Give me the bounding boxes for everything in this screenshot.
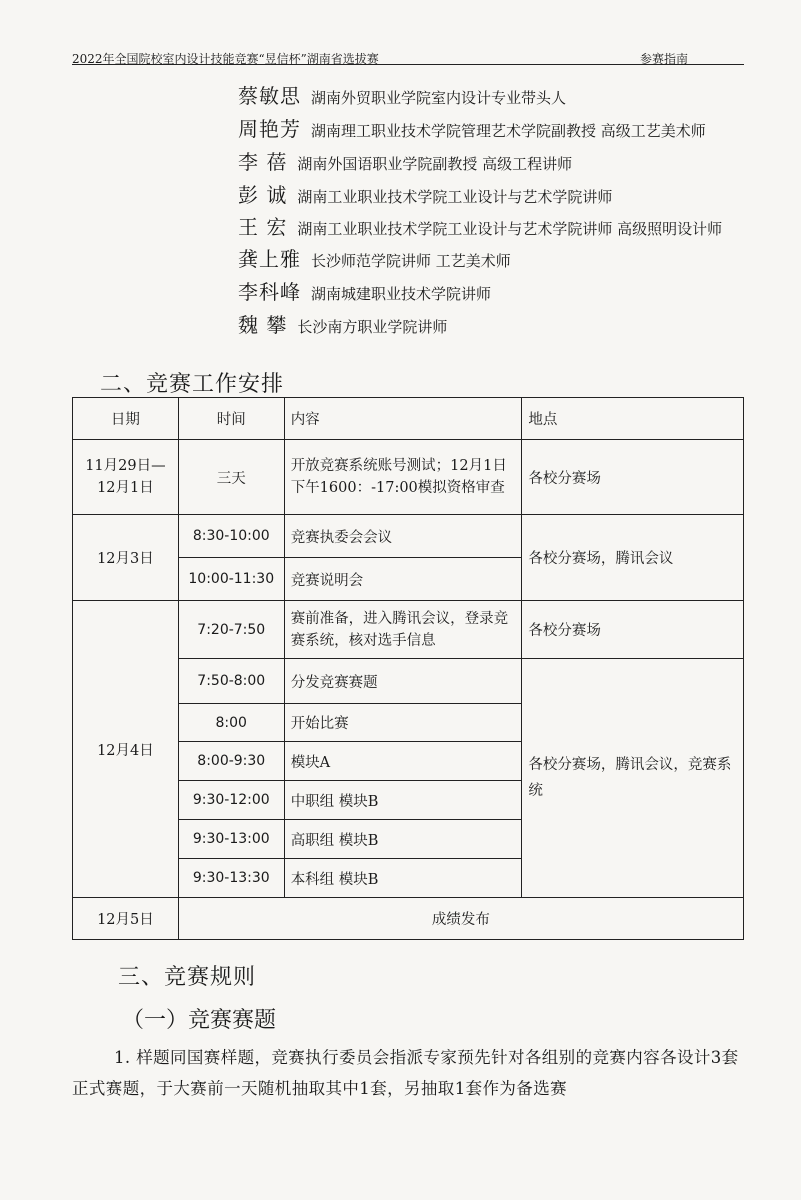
judge-name: 李 蓓 [238,150,288,174]
place-cell: 各校分赛场 [522,440,744,515]
header-place: 地点 [522,398,744,440]
content-cell: 模块A [284,742,522,781]
time-cell: 7:50-8:00 [178,659,284,704]
time-cell: 9:30-13:30 [178,859,284,898]
time-cell: 8:00 [178,704,284,742]
content-cell: 竞赛说明会 [284,558,522,601]
section-title: 三、竞赛规则 [118,965,257,990]
header-content: 内容 [284,398,522,440]
time-cell: 9:30-13:00 [178,820,284,859]
date-cell: 12月5日 [73,898,179,940]
content-cell: 成绩发布 [178,898,743,940]
time-cell: 8:30-10:00 [178,515,284,558]
judge-item [238,80,566,109]
judge-name: 彭 诚 [238,183,288,207]
content-cell: 开始比赛 [284,704,522,742]
judge-item [238,276,491,305]
content-cell: 开放竞赛系统账号测试；12月1日下午1600：-17:00模拟资格审查 [284,440,522,515]
content-cell: 赛前准备，进入腾讯会议，登录竞赛系统，核对选手信息 [284,601,522,659]
table-row [73,440,744,515]
judge-role: 湖南城建职业技术学院讲师 [311,285,492,303]
content-cell: 高职组 模块B [284,820,522,859]
table-row [73,515,744,558]
judge-role: 湖南工业职业技术学院工业设计与艺术学院讲师 高级照明设计师 [297,220,723,238]
judge-item [238,243,511,272]
judge-name: 龚上雅 [238,247,301,271]
header-date: 日期 [73,398,179,440]
schedule-table [72,397,744,940]
judge-name: 魏 攀 [238,313,288,337]
judge-item [238,309,447,338]
judge-name: 周艳芳 [238,117,301,141]
table-header-row [73,398,744,440]
header-right: 参赛指南 [640,52,689,66]
judge-item [238,179,612,208]
content-cell: 竞赛执委会会议 [284,515,522,558]
time-cell: 7:20-7:50 [178,601,284,659]
header-rule [72,64,744,65]
judge-name: 李科峰 [238,280,301,304]
judge-name: 蔡敏思 [238,84,301,108]
judge-role: 湖南外国语职业学院副教授 高级工程讲师 [297,155,573,173]
subsection-title: （一）竞赛赛题 [122,1008,277,1033]
judge-role: 湖南理工职业技术学院管理艺术学院副教授 高级工艺美术师 [311,122,706,140]
judge-item [238,211,722,240]
time-cell: 8:00-9:30 [178,742,284,781]
date-cell: 12月4日 [73,601,179,898]
date-cell: 11月29日—12月1日 [73,440,179,515]
judge-name: 王 宏 [238,215,288,239]
header-left: 2022年全国院校室内设计技能竞赛“昱信杯”湖南省选拔赛 [72,52,379,66]
place-cell: 各校分赛场，腾讯会议 [522,515,744,601]
table-row [73,601,744,659]
content-cell: 分发竞赛赛题 [284,659,522,704]
place-cell: 各校分赛场 [522,601,744,659]
table-row [73,898,744,940]
time-cell: 9:30-12:00 [178,781,284,820]
section-title: 二、竞赛工作安排 [100,372,285,397]
body-paragraph: 1. 样题同国赛样题，竞赛执行委员会指派专家预先针对各组别的竞赛内容各设计3套正式赛题，于大赛前一天随机抽取其中1套，另抽取1套作为备选赛 [72,1048,739,1098]
date-cell: 12月3日 [73,515,179,601]
judge-role: 长沙师范学院讲师 工艺美术师 [311,252,511,270]
judge-role: 湖南工业职业技术学院工业设计与艺术学院讲师 [297,188,613,206]
judge-role: 湖南外贸职业学院室内设计专业带头人 [311,89,567,107]
judge-item [238,146,572,175]
place-cell: 各校分赛场，腾讯会议，竞赛系统 [522,659,744,898]
judge-role: 长沙南方职业学院讲师 [297,318,448,336]
content-cell: 本科组 模块B [284,859,522,898]
header-time: 时间 [178,398,284,440]
time-cell: 三天 [178,440,284,515]
content-cell: 中职组 模块B [284,781,522,820]
time-cell: 10:00-11:30 [178,558,284,601]
judge-item [238,113,706,142]
